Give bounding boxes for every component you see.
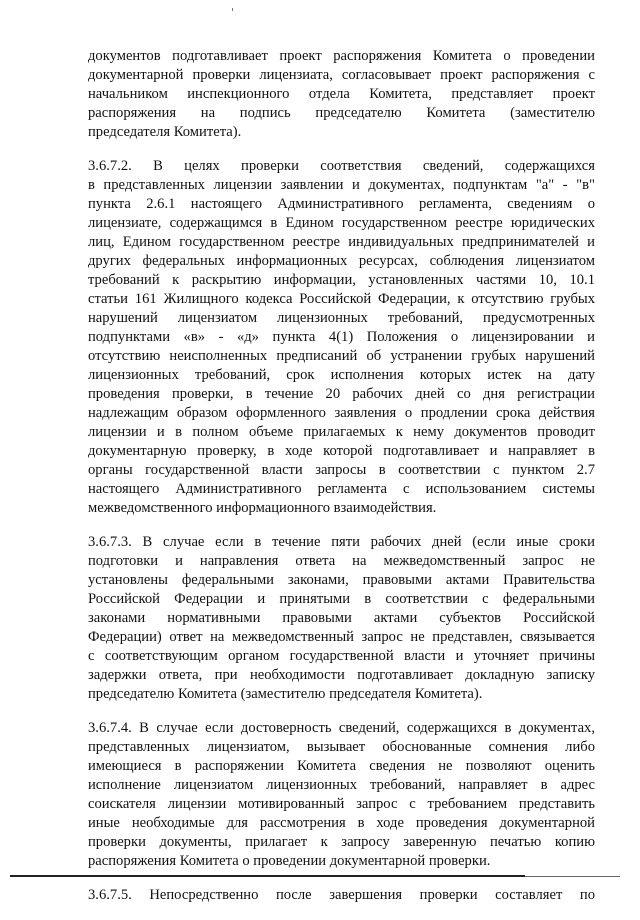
text-line: лицензионных требований, срок исполнения которых истек на дату xyxy=(88,367,595,383)
text-line: требований к раскрытию информации, установленных частями 10, 10.1 xyxy=(88,272,595,288)
text-line: лиц, Едином государственном реестре индивидуальных предпринимателей и xyxy=(88,234,595,250)
text-line: проведения проверки, в течение 20 рабочих дней со дня регистрации xyxy=(88,386,595,402)
text-line: Федерации) ответ на межведомственный запрос не представлен, связывается xyxy=(88,629,595,645)
text-line: статьи 161 Жилищного кодекса Российской Федерации, к отсутствию грубых xyxy=(88,291,595,307)
paragraph-3-6-7-2 xyxy=(88,157,595,518)
text-line: председателя Комитета). xyxy=(88,124,242,140)
paragraph-3-6-7-3 xyxy=(88,533,595,704)
text-line: подпунктами «в» - «д» пункта 4(1) Положения о лицензировании и xyxy=(88,329,595,345)
paragraph-3-6-7-4 xyxy=(88,719,595,871)
text-line: межведомственного информационного взаимодействия. xyxy=(88,500,437,516)
text-line: представленных лицензиатом, вызывает обоснованные сомнения либо xyxy=(88,739,595,755)
text-line: имеющиеся в распоряжении Комитета сведения не позволяют оценить xyxy=(88,758,595,774)
text-line: подготовки и направления ответа на межведомственный запрос не xyxy=(88,553,595,569)
text-line: 3.6.7.2. В целях проверки соответствия сведений, содержащихся xyxy=(88,158,595,174)
text-line: отсутствию неисполненных предписаний об устранении грубых нарушений xyxy=(88,348,595,364)
scan-edge-line xyxy=(10,875,525,877)
text-line: 3.6.7.4. В случае если достоверность сведений, содержащихся в документах, xyxy=(88,720,595,736)
text-line: других федеральных информационных ресурсах, соблюдения лицензиатом xyxy=(88,253,595,269)
text-line: 3.6.7.5. Непосредственно после завершения проверки составляет по xyxy=(88,887,595,903)
text-line: с соответствующим органом государственной власти и уточняет причины xyxy=(88,648,595,664)
text-line: надлежащим образом оформленного заявления о продлении срока действия xyxy=(88,405,595,421)
text-line: начальником инспекционного отдела Комитета, представляет проект xyxy=(88,86,595,102)
text-line: документарной проверки лицензиата, согласовывает проект распоряжения с xyxy=(88,67,595,83)
text-line: исполнение лицензиатом лицензионных требований, направляет в адрес xyxy=(88,777,595,793)
text-line: распоряжения Комитета о проведении документарной проверки. xyxy=(88,853,491,869)
text-line: лицензиате, содержащимся в Едином государственном реестре юридических xyxy=(88,215,595,231)
document-body xyxy=(88,47,595,920)
text-line: пункта 2.6.1 настоящего Административного регламента, сведениям о xyxy=(88,196,595,212)
text-line: Российской Федерации и принятыми в соответствии с федеральными xyxy=(88,591,595,607)
text-line: органы государственной власти запросы в соответствии с пунктом 2.7 xyxy=(88,462,595,478)
text-line: задержки ответа, при необходимости подготавливает докладную записку xyxy=(88,667,595,683)
text-line: документов подготавливает проект распоряжения Комитета о проведении xyxy=(88,48,595,64)
text-line: в представленных лицензии заявлении и документах, подпунктам "а" - "в" xyxy=(88,177,595,193)
paragraph-intro xyxy=(88,47,595,142)
text-line: законами нормативными правовыми актами субъектов Российской xyxy=(88,610,595,626)
text-line: проверки документы, прилагает к запросу заверенную печатью копию xyxy=(88,834,595,850)
text-line: установлены федеральными законами, правовыми актами Правительства xyxy=(88,572,595,588)
paragraph-3-6-7-5 xyxy=(88,886,595,905)
text-line: распоряжения на подпись председателю Комитета (заместителю xyxy=(88,105,595,121)
text-line: 3.6.7.3. В случае если в течение пяти рабочих дней (если иные сроки xyxy=(88,534,595,550)
text-line: нарушений лицензиатом лицензионных требований, предусмотренных xyxy=(88,310,595,326)
scan-edge-line xyxy=(525,876,620,877)
text-line: настоящего Административного регламента с использованием системы xyxy=(88,481,595,497)
text-line: иные необходимые для рассмотрения в ходе проведения документарной xyxy=(88,815,595,831)
text-line: председателю Комитета (заместителю председателя Комитета). xyxy=(88,686,483,702)
text-line: лицензии и в полном объеме прилагаемых к нему документов проводит xyxy=(88,424,595,440)
text-line: соискателя лицензии мотивированный запрос с требованием представить xyxy=(88,796,595,812)
text-line: документарную проверку, в ходе которой подготавливает и направляет в xyxy=(88,443,595,459)
scan-mark xyxy=(232,8,233,11)
